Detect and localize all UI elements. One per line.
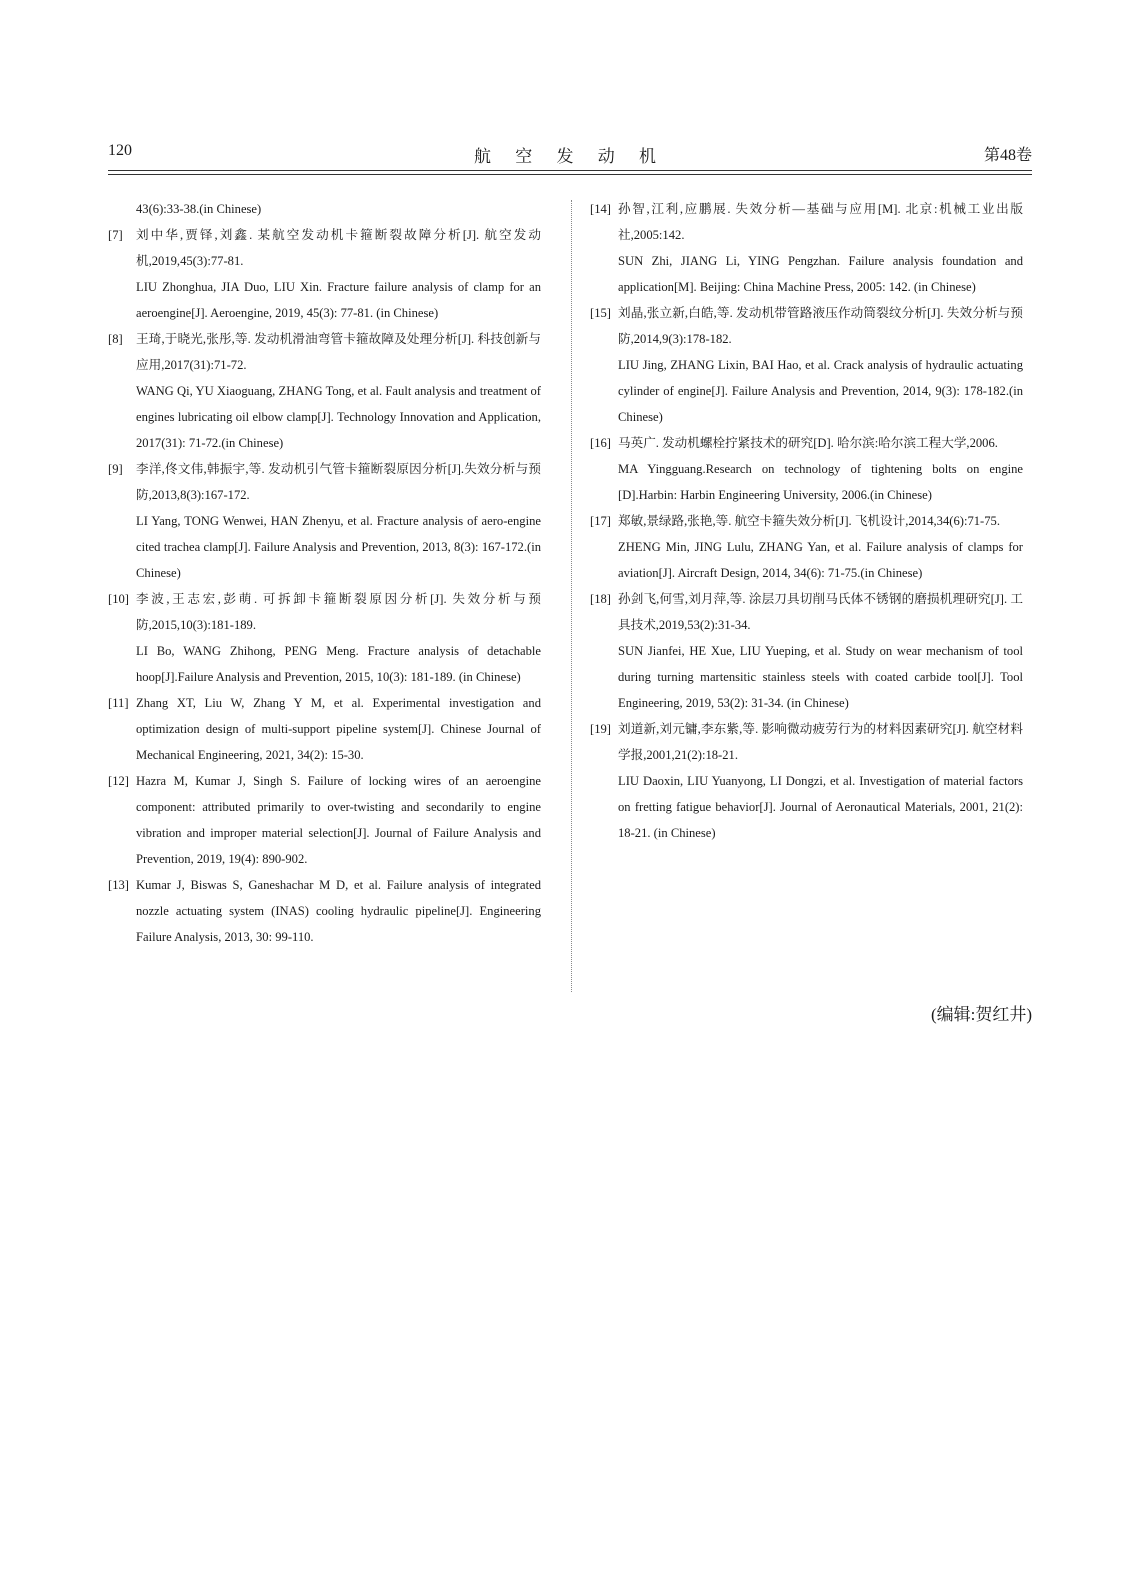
reference-english: Hazra M, Kumar J, Singh S. Failure of locking wires of an aeroengine component: attributed primarily to over-twisting and secondarily to engine vibration and improper material selection[J]. Journal of Failure Analysis and Prevention, 2019, 19(4): 890-902. xyxy=(136,774,541,866)
reference-english: LIU Daoxin, LIU Yuanyong, LI Dongzi, et al. Investigation of material factors on fretting fatigue behavior[J]. Journal of Aeronautical Materials, 2001, 21(2): 18-21. (in Chinese) xyxy=(618,774,1023,840)
reference-chinese: 刘中华,贾铎,刘鑫. 某航空发动机卡箍断裂故障分析[J]. 航空发动机,2019,45(3):77-81. xyxy=(136,228,541,268)
reference-english: ZHENG Min, JING Lulu, ZHANG Yan, et al. Failure analysis of clamps for aviation[J]. Aircraft Design, 2014, 34(6): 71-75.(in Chinese) xyxy=(618,540,1023,580)
reference-item xyxy=(108,456,541,586)
page-number: 120 xyxy=(108,142,132,159)
reference-chinese: 王琦,于晓光,张彤,等. 发动机滑油弯管卡箍故障及处理分析[J]. 科技创新与应用,2017(31):71-72. xyxy=(136,332,541,372)
reference-item xyxy=(108,326,541,456)
reference-number: [12] xyxy=(108,774,129,788)
reference-english: SUN Zhi, JIANG Li, YING Pengzhan. Failure analysis foundation and application[M]. Beijing: China Machine Press, 2005: 142. (in Chinese) xyxy=(618,254,1023,294)
reference-number: [17] xyxy=(590,514,611,528)
reference-chinese: 刘晶,张立新,白皓,等. 发动机带管路液压作动筒裂纹分析[J]. 失效分析与预防,2014,9(3):178-182. xyxy=(618,306,1023,346)
reference-number: [7] xyxy=(108,228,123,242)
reference-number: [13] xyxy=(108,878,129,892)
reference-chinese: 郑敏,景绿路,张艳,等. 航空卡箍失效分析[J]. 飞机设计,2014,34(6):71-75. xyxy=(618,514,1000,528)
reference-english: SUN Jianfei, HE Xue, LIU Yueping, et al. Study on wear mechanism of tool during turning martensitic stainless steels with coated carbide tool[J]. Tool Engineering, 2019, 53(2): 31-34. (in Chinese) xyxy=(618,644,1023,710)
reference-item xyxy=(590,300,1023,430)
reference-number: [14] xyxy=(590,202,611,216)
reference-number: [11] xyxy=(108,696,129,710)
reference-item xyxy=(590,586,1023,716)
reference-english: LI Yang, TONG Wenwei, HAN Zhenyu, et al. Fracture analysis of aero-engine cited trachea clamp[J]. Failure Analysis and Prevention, 2013, 8(3): 167-172.(in Chinese) xyxy=(136,514,541,580)
reference-number: [16] xyxy=(590,436,611,450)
left-column xyxy=(108,196,541,950)
reference-number: [8] xyxy=(108,332,123,346)
reference-number: [19] xyxy=(590,722,611,736)
reference-continuation: 43(6):33-38.(in Chinese) xyxy=(136,202,262,216)
reference-english: Zhang XT, Liu W, Zhang Y M, et al. Experimental investigation and optimization design of multi-support pipeline system[J]. Chinese Journal of Mechanical Engineering, 2021, 34(2): 15-30. xyxy=(136,696,541,762)
reference-item xyxy=(108,222,541,326)
reference-item xyxy=(108,690,541,768)
reference-number: [10] xyxy=(108,592,129,606)
reference-english: MA Yingguang.Research on technology of tightening bolts on engine [D].Harbin: Harbin Engineering University, 2006.(in Chinese) xyxy=(618,462,1023,502)
reference-chinese: 马英广. 发动机螺栓拧紧技术的研究[D]. 哈尔滨:哈尔滨工程大学,2006. xyxy=(618,436,998,450)
reference-item xyxy=(590,196,1023,300)
reference-item xyxy=(108,768,541,872)
reference-chinese: 孙智,江利,应鹏展. 失效分析—基础与应用[M]. 北京:机械工业出版社,2005:142. xyxy=(618,202,1023,242)
right-column xyxy=(590,196,1023,846)
reference-chinese: 李洋,佟文伟,韩振宇,等. 发动机引气管卡箍断裂原因分析[J].失效分析与预防,2013,8(3):167-172. xyxy=(136,462,541,502)
reference-english: Kumar J, Biswas S, Ganeshachar M D, et al. Failure analysis of integrated nozzle actuating system (INAS) cooling hydraulic pipeline[J]. Engineering Failure Analysis, 2013, 30: 99-110. xyxy=(136,878,541,944)
column-divider xyxy=(571,200,572,992)
reference-number: [18] xyxy=(590,592,611,606)
journal-title: 航 空 发 动 机 xyxy=(474,147,666,166)
reference-chinese: 孙剑飞,何雪,刘月萍,等. 涂层刀具切削马氏体不锈钢的磨损机理研究[J]. 工具技术,2019,53(2):31-34. xyxy=(618,592,1023,632)
reference-chinese: 刘道新,刘元镛,李东紫,等. 影响微动疲劳行为的材料因素研究[J]. 航空材料学报,2001,21(2):18-21. xyxy=(618,722,1023,762)
reference-number: [15] xyxy=(590,306,611,320)
header-rule-bottom xyxy=(108,174,1032,175)
reference-item xyxy=(108,586,541,690)
reference-number: [9] xyxy=(108,462,123,476)
reference-item xyxy=(590,508,1023,586)
reference-english: WANG Qi, YU Xiaoguang, ZHANG Tong, et al. Fault analysis and treatment of engines lubricating oil elbow clamp[J]. Technology Innovation and Application, 2017(31): 71-72.(in Chinese) xyxy=(136,384,541,450)
reference-item xyxy=(590,716,1023,846)
reference-english: LIU Jing, ZHANG Lixin, BAI Hao, et al. Crack analysis of hydraulic actuating cylinder of engine[J]. Failure Analysis and Prevention, 2014, 9(3): 178-182.(in Chinese) xyxy=(618,358,1023,424)
reference-english: LIU Zhonghua, JIA Duo, LIU Xin. Fracture failure analysis of clamp for an aeroengine[J]. Aeroengine, 2019, 45(3): 77-81. (in Chinese) xyxy=(136,280,541,320)
reference-chinese: 李波,王志宏,彭萌. 可拆卸卡箍断裂原因分析[J]. 失效分析与预防,2015,10(3):181-189. xyxy=(136,592,541,632)
volume-label: 第48卷 xyxy=(983,147,1032,164)
running-header xyxy=(108,142,1032,170)
reference-english: LI Bo, WANG Zhihong, PENG Meng. Fracture analysis of detachable hoop[J].Failure Analysis and Prevention, 2015, 10(3): 181-189. (in Chinese) xyxy=(136,644,541,684)
reference-item xyxy=(590,430,1023,508)
header-rule-top xyxy=(108,170,1032,171)
reference-item xyxy=(108,872,541,950)
editor-credit: (编辑:贺红井) xyxy=(930,1005,1032,1024)
